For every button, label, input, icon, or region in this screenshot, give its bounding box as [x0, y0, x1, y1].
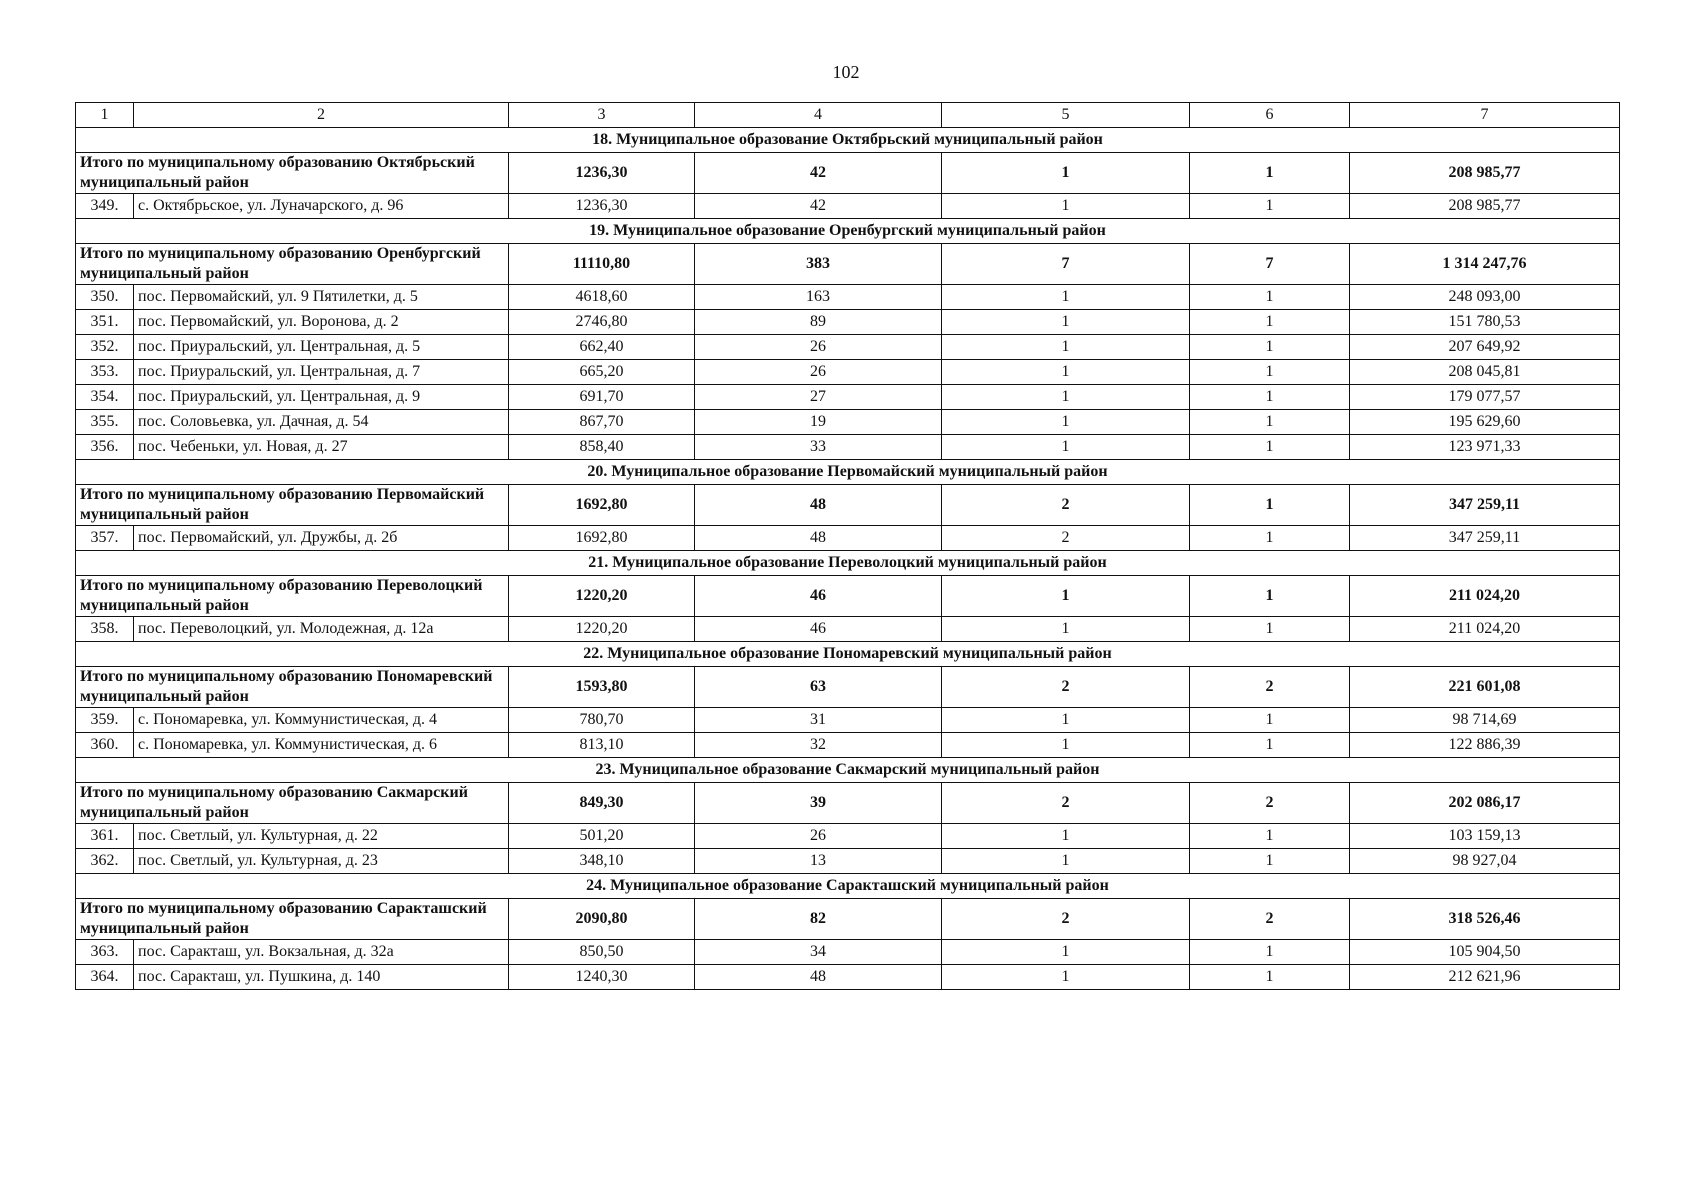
row-address: пос. Саракташ, ул. Пушкина, д. 140: [134, 965, 509, 990]
row-c4: 46: [695, 617, 942, 642]
row-c4: 31: [695, 708, 942, 733]
section-total-row: [76, 783, 1620, 824]
column-header: 2: [134, 103, 509, 128]
row-address: пос. Саракташ, ул. Вокзальная, д. 32а: [134, 940, 509, 965]
total-label: Итого по муниципальному образованию Пономаревский муниципальный район: [76, 667, 509, 708]
column-header: 1: [76, 103, 134, 128]
row-c3: 2746,80: [509, 310, 695, 335]
total-c5: 1: [942, 153, 1190, 194]
row-c3: 780,70: [509, 708, 695, 733]
table-row: [76, 849, 1620, 874]
table-row: [76, 285, 1620, 310]
row-c5: 1: [942, 965, 1190, 990]
table-row: [76, 310, 1620, 335]
row-number: 352.: [76, 335, 134, 360]
row-c7: 211 024,20: [1350, 617, 1620, 642]
section-title: 18. Муниципальное образование Октябрьский муниципальный район: [76, 128, 1620, 153]
row-c7: 212 621,96: [1350, 965, 1620, 990]
row-number: 363.: [76, 940, 134, 965]
row-c3: 858,40: [509, 435, 695, 460]
total-c6: 7: [1190, 244, 1350, 285]
column-header: 4: [695, 103, 942, 128]
total-c7: 202 086,17: [1350, 783, 1620, 824]
row-address: с. Пономаревка, ул. Коммунистическая, д. 4: [134, 708, 509, 733]
total-c4: 39: [695, 783, 942, 824]
total-label: Итого по муниципальному образованию Оренбургский муниципальный район: [76, 244, 509, 285]
row-number: 360.: [76, 733, 134, 758]
total-c3: 1593,80: [509, 667, 695, 708]
row-c3: 813,10: [509, 733, 695, 758]
row-c3: 665,20: [509, 360, 695, 385]
table-row: [76, 360, 1620, 385]
row-c6: 1: [1190, 194, 1350, 219]
row-c6: 1: [1190, 965, 1350, 990]
total-label: Итого по муниципальному образованию Октябрьский муниципальный район: [76, 153, 509, 194]
row-c3: 1236,30: [509, 194, 695, 219]
total-c5: 2: [942, 667, 1190, 708]
row-c6: 1: [1190, 617, 1350, 642]
total-c7: 347 259,11: [1350, 485, 1620, 526]
section-total-row: [76, 667, 1620, 708]
row-c4: 48: [695, 526, 942, 551]
total-c3: 11110,80: [509, 244, 695, 285]
row-c6: 1: [1190, 708, 1350, 733]
row-c4: 89: [695, 310, 942, 335]
table-row: [76, 617, 1620, 642]
row-c4: 13: [695, 849, 942, 874]
row-c6: 1: [1190, 435, 1350, 460]
section-title: 20. Муниципальное образование Первомайский муниципальный район: [76, 460, 1620, 485]
row-c3: 1692,80: [509, 526, 695, 551]
section-title: 21. Муниципальное образование Переволоцкий муниципальный район: [76, 551, 1620, 576]
section-total-row: [76, 244, 1620, 285]
row-c5: 1: [942, 410, 1190, 435]
row-c4: 163: [695, 285, 942, 310]
row-c3: 867,70: [509, 410, 695, 435]
row-c4: 33: [695, 435, 942, 460]
row-address: пос. Первомайский, ул. 9 Пятилетки, д. 5: [134, 285, 509, 310]
total-label: Итого по муниципальному образованию Переволоцкий муниципальный район: [76, 576, 509, 617]
table-row: [76, 335, 1620, 360]
row-c7: 195 629,60: [1350, 410, 1620, 435]
table-row: [76, 733, 1620, 758]
section-heading-row: [76, 874, 1620, 899]
section-total-row: [76, 899, 1620, 940]
row-number: 350.: [76, 285, 134, 310]
total-label: Итого по муниципальному образованию Первомайский муниципальный район: [76, 485, 509, 526]
total-c4: 48: [695, 485, 942, 526]
total-c4: 42: [695, 153, 942, 194]
table-row: [76, 526, 1620, 551]
row-c3: 501,20: [509, 824, 695, 849]
row-c7: 208 045,81: [1350, 360, 1620, 385]
total-c6: 2: [1190, 783, 1350, 824]
row-number: 354.: [76, 385, 134, 410]
total-c6: 1: [1190, 485, 1350, 526]
section-heading-row: [76, 758, 1620, 783]
row-c7: 207 649,92: [1350, 335, 1620, 360]
row-c4: 26: [695, 824, 942, 849]
row-number: 364.: [76, 965, 134, 990]
column-header: 6: [1190, 103, 1350, 128]
row-address: пос. Приуральский, ул. Центральная, д. 5: [134, 335, 509, 360]
row-c7: 248 093,00: [1350, 285, 1620, 310]
total-c5: 2: [942, 899, 1190, 940]
table-row: [76, 385, 1620, 410]
total-c7: 221 601,08: [1350, 667, 1620, 708]
total-label: Итого по муниципальному образованию Саракташский муниципальный район: [76, 899, 509, 940]
row-c4: 42: [695, 194, 942, 219]
total-c3: 2090,80: [509, 899, 695, 940]
row-c7: 105 904,50: [1350, 940, 1620, 965]
table-row: [76, 824, 1620, 849]
total-c7: 208 985,77: [1350, 153, 1620, 194]
row-c7: 179 077,57: [1350, 385, 1620, 410]
row-address: пос. Соловьевка, ул. Дачная, д. 54: [134, 410, 509, 435]
row-address: с. Октябрьское, ул. Луначарского, д. 96: [134, 194, 509, 219]
row-c4: 26: [695, 360, 942, 385]
section-title: 23. Муниципальное образование Сакмарский муниципальный район: [76, 758, 1620, 783]
row-c5: 1: [942, 310, 1190, 335]
row-address: пос. Первомайский, ул. Дружбы, д. 2б: [134, 526, 509, 551]
row-address: пос. Переволоцкий, ул. Молодежная, д. 12а: [134, 617, 509, 642]
row-c6: 1: [1190, 733, 1350, 758]
row-c4: 27: [695, 385, 942, 410]
total-c4: 82: [695, 899, 942, 940]
section-total-row: [76, 576, 1620, 617]
total-c4: 383: [695, 244, 942, 285]
row-address: с. Пономаревка, ул. Коммунистическая, д. 6: [134, 733, 509, 758]
table-row: [76, 940, 1620, 965]
row-c4: 34: [695, 940, 942, 965]
row-c5: 1: [942, 194, 1190, 219]
section-heading-row: [76, 460, 1620, 485]
row-c7: 98 714,69: [1350, 708, 1620, 733]
row-number: 355.: [76, 410, 134, 435]
total-c3: 1236,30: [509, 153, 695, 194]
row-address: пос. Приуральский, ул. Центральная, д. 9: [134, 385, 509, 410]
row-c6: 1: [1190, 285, 1350, 310]
column-header: 7: [1350, 103, 1620, 128]
total-c6: 1: [1190, 576, 1350, 617]
row-c6: 1: [1190, 849, 1350, 874]
column-number-row: [76, 103, 1620, 128]
row-c5: 1: [942, 385, 1190, 410]
row-number: 362.: [76, 849, 134, 874]
row-number: 351.: [76, 310, 134, 335]
section-title: 19. Муниципальное образование Оренбургский муниципальный район: [76, 219, 1620, 244]
row-c6: 1: [1190, 335, 1350, 360]
total-c5: 1: [942, 576, 1190, 617]
column-header: 3: [509, 103, 695, 128]
section-total-row: [76, 153, 1620, 194]
row-c5: 1: [942, 285, 1190, 310]
row-c3: 1240,30: [509, 965, 695, 990]
section-total-row: [76, 485, 1620, 526]
row-c5: 1: [942, 733, 1190, 758]
column-header: 5: [942, 103, 1190, 128]
table-row: [76, 708, 1620, 733]
row-c4: 26: [695, 335, 942, 360]
row-address: пос. Светлый, ул. Культурная, д. 22: [134, 824, 509, 849]
row-c6: 1: [1190, 410, 1350, 435]
section-title: 22. Муниципальное образование Пономаревский муниципальный район: [76, 642, 1620, 667]
total-c5: 2: [942, 485, 1190, 526]
table-row: [76, 194, 1620, 219]
table-row: [76, 410, 1620, 435]
total-c5: 2: [942, 783, 1190, 824]
row-address: пос. Чебеньки, ул. Новая, д. 27: [134, 435, 509, 460]
row-c6: 1: [1190, 824, 1350, 849]
row-number: 361.: [76, 824, 134, 849]
total-label: Итого по муниципальному образованию Сакмарский муниципальный район: [76, 783, 509, 824]
section-heading-row: [76, 128, 1620, 153]
row-c7: 98 927,04: [1350, 849, 1620, 874]
total-c4: 46: [695, 576, 942, 617]
row-c4: 48: [695, 965, 942, 990]
row-c4: 19: [695, 410, 942, 435]
row-c3: 662,40: [509, 335, 695, 360]
row-c3: 850,50: [509, 940, 695, 965]
total-c3: 1692,80: [509, 485, 695, 526]
total-c6: 2: [1190, 899, 1350, 940]
row-c5: 1: [942, 617, 1190, 642]
row-c7: 123 971,33: [1350, 435, 1620, 460]
row-c3: 1220,20: [509, 617, 695, 642]
row-c6: 1: [1190, 940, 1350, 965]
total-c6: 2: [1190, 667, 1350, 708]
row-c5: 1: [942, 335, 1190, 360]
row-number: 356.: [76, 435, 134, 460]
row-number: 358.: [76, 617, 134, 642]
row-c3: 348,10: [509, 849, 695, 874]
data-table: [75, 102, 1620, 990]
section-heading-row: [76, 551, 1620, 576]
row-address: пос. Приуральский, ул. Центральная, д. 7: [134, 360, 509, 385]
row-c5: 2: [942, 526, 1190, 551]
row-c3: 4618,60: [509, 285, 695, 310]
table-row: [76, 965, 1620, 990]
row-c5: 1: [942, 360, 1190, 385]
table-body: [76, 103, 1620, 990]
row-c6: 1: [1190, 310, 1350, 335]
row-number: 357.: [76, 526, 134, 551]
total-c3: 1220,20: [509, 576, 695, 617]
section-heading-row: [76, 642, 1620, 667]
table-row: [76, 435, 1620, 460]
row-c6: 1: [1190, 526, 1350, 551]
section-title: 24. Муниципальное образование Саракташский муниципальный район: [76, 874, 1620, 899]
row-number: 349.: [76, 194, 134, 219]
row-c6: 1: [1190, 360, 1350, 385]
total-c7: 318 526,46: [1350, 899, 1620, 940]
total-c7: 211 024,20: [1350, 576, 1620, 617]
row-c3: 691,70: [509, 385, 695, 410]
row-address: пос. Первомайский, ул. Воронова, д. 2: [134, 310, 509, 335]
row-number: 359.: [76, 708, 134, 733]
row-c5: 1: [942, 824, 1190, 849]
row-address: пос. Светлый, ул. Культурная, д. 23: [134, 849, 509, 874]
row-c6: 1: [1190, 385, 1350, 410]
row-c5: 1: [942, 849, 1190, 874]
row-number: 353.: [76, 360, 134, 385]
row-c5: 1: [942, 435, 1190, 460]
row-c5: 1: [942, 708, 1190, 733]
row-c4: 32: [695, 733, 942, 758]
total-c5: 7: [942, 244, 1190, 285]
row-c7: 208 985,77: [1350, 194, 1620, 219]
total-c6: 1: [1190, 153, 1350, 194]
row-c7: 347 259,11: [1350, 526, 1620, 551]
total-c3: 849,30: [509, 783, 695, 824]
total-c7: 1 314 247,76: [1350, 244, 1620, 285]
row-c7: 151 780,53: [1350, 310, 1620, 335]
row-c7: 103 159,13: [1350, 824, 1620, 849]
page-number: 102: [832, 62, 860, 82]
total-c4: 63: [695, 667, 942, 708]
row-c7: 122 886,39: [1350, 733, 1620, 758]
section-heading-row: [76, 219, 1620, 244]
row-c5: 1: [942, 940, 1190, 965]
